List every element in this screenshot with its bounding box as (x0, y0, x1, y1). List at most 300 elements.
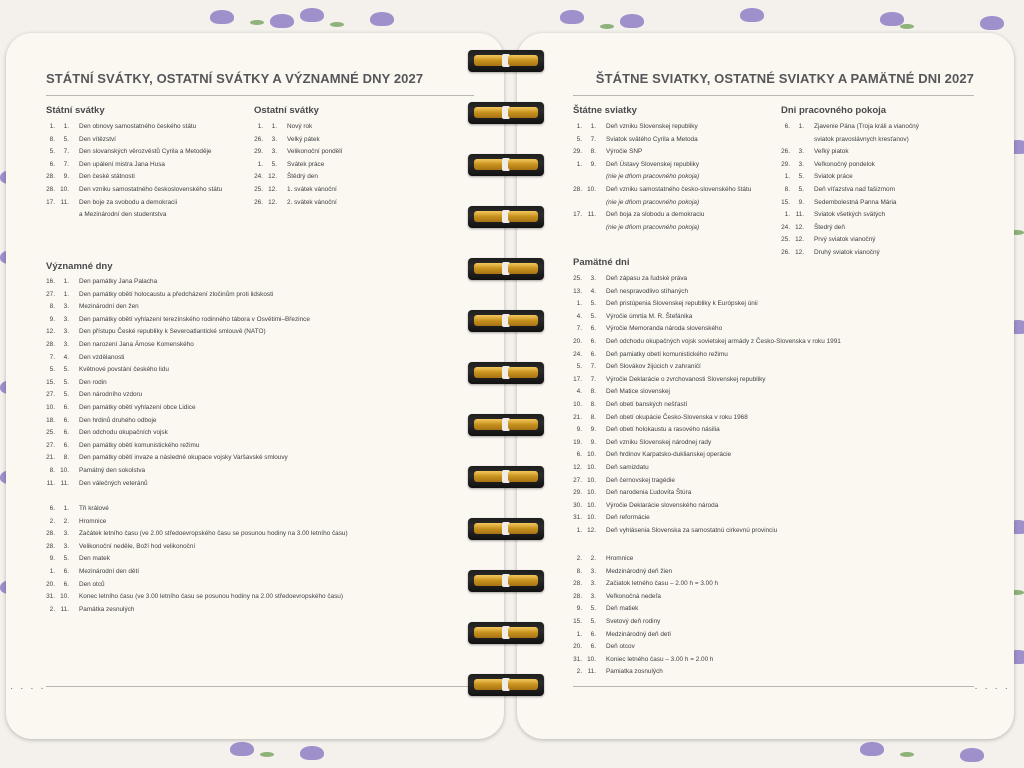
event-name: Hromnice (79, 517, 107, 525)
day: 25. (781, 236, 790, 244)
event-name: Den obnovy samostatného českého státu (79, 123, 197, 130)
event-name: Den matek (79, 555, 110, 563)
month: 1. (63, 505, 69, 512)
day: 17. (46, 198, 55, 206)
month: 10. (587, 501, 596, 509)
state-holidays-list (570, 121, 751, 234)
event-name: Nový rok (287, 123, 313, 130)
day: 17. (573, 375, 582, 383)
list-item (43, 579, 348, 592)
month (790, 134, 804, 147)
list-item (43, 591, 348, 604)
day: 8. (784, 185, 790, 193)
month (55, 209, 69, 222)
month: 5. (590, 312, 596, 320)
event-name: Sviatok všetkých svätých (814, 211, 886, 219)
event-name: 2. svátek vánoční (287, 198, 337, 206)
month: 10. (587, 463, 596, 471)
day: 18. (46, 416, 55, 424)
flower-decoration (620, 14, 644, 28)
month: 12. (268, 198, 277, 206)
event-name: Den národního vzdoru (79, 391, 143, 399)
event-name: Začátek letního času (ve 2.00 středoevropského času se posunou hodiny na 3.00 letního času) (79, 530, 348, 538)
day: 27. (573, 476, 582, 484)
day: 21. (46, 454, 55, 462)
month: 1. (63, 123, 69, 130)
event-name: Den rodin (79, 378, 107, 386)
list-item (43, 121, 222, 134)
event-name: Den slovanských věrozvěstů Cyrila a Metoděje (79, 148, 212, 156)
list-item (570, 641, 718, 654)
month: 12. (795, 236, 804, 244)
day: 29. (573, 148, 582, 156)
spiral-ring (468, 518, 544, 540)
day: 1. (784, 211, 790, 219)
event-name: Velký pátek (287, 135, 320, 143)
list-item (570, 629, 718, 642)
day: 4. (576, 312, 582, 320)
day: 15. (573, 617, 582, 625)
flower-decoration (270, 14, 294, 28)
spiral-ring (468, 102, 544, 124)
event-name: Velikonoční pondělí (287, 148, 343, 156)
event-name: Deň reformácie (606, 514, 650, 522)
month: 6. (63, 429, 69, 437)
month: 2. (590, 555, 596, 562)
list-item (43, 134, 222, 147)
day (778, 134, 790, 147)
month: 12. (587, 526, 596, 534)
spiral-ring (468, 414, 544, 436)
list-item (570, 462, 841, 475)
list-item (570, 553, 718, 566)
flower-decoration (740, 8, 764, 22)
list-item (778, 159, 919, 172)
event-name: Hromnice (606, 555, 634, 562)
flower-decoration (230, 742, 254, 756)
day: 9. (49, 315, 55, 323)
section-title-state-holidays: Štátne sviatky (573, 105, 637, 116)
event-name: Deň zápasu za ľudské práva (606, 275, 688, 282)
event-name: Sviatok svätého Cyrila a Metoda (606, 135, 698, 143)
day: 28. (573, 580, 582, 588)
day: 9. (49, 555, 55, 563)
decorative-dots: · · · · (10, 683, 46, 694)
spiral-ring (468, 310, 544, 332)
other-holidays-list (251, 121, 342, 209)
other-days-list (570, 553, 718, 679)
flower-decoration (980, 16, 1004, 30)
event-name: Veľkonočný pondelok (814, 160, 875, 168)
list-item (570, 298, 841, 311)
event-name: Den památky obětí invaze a následné okupace vojsky Varšavské smlouvy (79, 454, 288, 462)
event-name: Deň narodenia Ľudovíta Štúra (606, 489, 692, 497)
flower-decoration (370, 12, 394, 26)
list-item (251, 159, 342, 172)
day: 26. (254, 135, 263, 143)
month: 8. (590, 388, 596, 396)
right-page (517, 33, 1014, 739)
event-name: Deň Ústavy Slovenskej republiky (606, 160, 700, 168)
list-item (570, 424, 841, 437)
month: 1. (63, 290, 69, 298)
list-item (778, 222, 919, 235)
list-item (570, 500, 841, 513)
event-name: Konec letního času (ve 3.00 letního času se posunou hodiny na 2.00 středoevropského času) (79, 593, 343, 601)
flower-decoration (880, 12, 904, 26)
month: 6. (590, 630, 596, 638)
day: 29. (254, 148, 263, 156)
event-name: Deň Matice slovenskej (606, 388, 670, 396)
list-item (43, 503, 348, 516)
event-name: Deň obetí holokaustu a rasového násilia (606, 426, 720, 434)
event-name: Deň vzniku Slovenskej republiky (606, 123, 698, 130)
month: 1. (798, 123, 804, 130)
event-name: Deň obetí okupácie Česko-Slovenska v roku 1968 (606, 413, 748, 421)
event-name: Deň pamiatky obetí komunistického režimu (606, 350, 728, 358)
month: 10. (587, 451, 596, 459)
event-name: Deň otcov (606, 643, 635, 651)
list-item (570, 487, 841, 500)
event-name: Výročie úmrtia M. R. Štefánika (606, 312, 693, 320)
significant-days-list (43, 276, 310, 490)
month: 7. (63, 148, 69, 156)
event-name: Deň boja za slobodu a demokraciu (606, 211, 705, 219)
event-name: Deň vzniku samostatného česko-slovenského štátu (606, 185, 752, 193)
list-item (43, 197, 222, 210)
month: 6. (63, 416, 69, 424)
title-rule (46, 95, 474, 96)
event-name: a Mezinárodní den studentstva (79, 211, 167, 219)
event-name: Výročie SNP (606, 148, 643, 156)
state-holidays-list (43, 121, 222, 222)
day: 16. (46, 278, 55, 285)
day: 24. (781, 223, 790, 231)
event-name: Zjavenie Pána (Troja králi a vianočný (814, 123, 919, 130)
event-name: Deň víťazstva nad fašizmom (814, 185, 895, 193)
day: 9. (576, 426, 582, 434)
list-item (570, 361, 841, 374)
list-item (570, 171, 751, 184)
event-name: Deň hrdinov Karpatsko-duklianskej operácie (606, 451, 732, 459)
list-item (43, 465, 310, 478)
leaf-decoration (900, 24, 914, 29)
day: 2. (49, 517, 55, 525)
list-item (570, 437, 841, 450)
day: 20. (46, 580, 55, 588)
event-name: Den památky obětí vyhlazení obce Lidice (79, 403, 196, 411)
event-name: Koniec letného času – 3.00 h = 2.00 h (606, 655, 714, 663)
event-name: Den vzniku samostatného československého státu (79, 185, 223, 193)
list-item (251, 171, 342, 184)
list-item (43, 301, 310, 314)
section-title-other-holidays: Ostatní svátky (254, 105, 319, 116)
spiral-binding (468, 50, 556, 710)
leaf-decoration (260, 752, 274, 757)
section-title-rest-days: Dni pracovného pokoja (781, 105, 887, 116)
day: 28. (46, 530, 55, 538)
event-name: Svátek práce (287, 160, 325, 168)
day: 24. (254, 173, 263, 181)
list-item (778, 209, 919, 222)
month: 3. (271, 135, 277, 143)
event-name: Den narození Jana Ámose Komenského (79, 340, 194, 348)
month: 7. (590, 135, 596, 143)
month: 3. (63, 340, 69, 348)
event-name: Výročie Deklarácie slovenského národa (606, 501, 719, 509)
day: 26. (781, 148, 790, 156)
list-item (570, 311, 841, 324)
month: 10. (60, 466, 69, 474)
day: 5. (49, 148, 55, 156)
event-name: Deň samizdatu (606, 463, 649, 471)
day: 1. (576, 123, 582, 130)
month: 3. (590, 580, 596, 588)
day: 7. (576, 325, 582, 333)
list-item (251, 184, 342, 197)
list-item (43, 604, 348, 617)
day: 20. (573, 337, 582, 345)
list-item (778, 171, 919, 184)
event-name: Deň nespravodlivo stíhaných (606, 287, 689, 295)
event-name: Den boje za svobodu a demokracii (79, 198, 178, 206)
memorial-days-list (570, 273, 841, 537)
month: 6. (590, 337, 596, 345)
leaf-decoration (250, 20, 264, 25)
month (582, 171, 596, 184)
list-item (778, 234, 919, 247)
spiral-ring (468, 258, 544, 280)
list-item (570, 578, 718, 591)
flower-decoration (300, 746, 324, 760)
month: 3. (63, 328, 69, 336)
month: 1. (271, 123, 277, 130)
list-item (43, 440, 310, 453)
month: 3. (63, 315, 69, 323)
day: 27. (46, 290, 55, 298)
list-item (570, 512, 841, 525)
event-name: Den památky obětí vyhlazení terezínského rodinného tábora v Osvětimi–Březince (79, 315, 310, 323)
spiral-ring (468, 362, 544, 384)
month: 6. (590, 350, 596, 358)
month: 11. (587, 211, 596, 219)
month: 12. (268, 185, 277, 193)
month: 11. (60, 198, 69, 206)
month: 6. (63, 441, 69, 449)
list-item (570, 286, 841, 299)
month: 6. (590, 643, 596, 651)
event-name: Deň matiek (606, 605, 639, 613)
month: 10. (60, 185, 69, 193)
month: 6. (63, 580, 69, 588)
day: 1. (257, 123, 263, 130)
event-name: Květnové povstání českého lidu (79, 366, 169, 374)
day: 28. (46, 173, 55, 181)
month: 3. (271, 148, 277, 156)
day: 1. (576, 160, 582, 168)
month: 5. (798, 185, 804, 193)
list-item (43, 566, 348, 579)
list-item (43, 159, 222, 172)
event-name: Sviatok práce (814, 173, 853, 181)
list-item (43, 427, 310, 440)
list-item (570, 386, 841, 399)
section-title-significant-days: Významné dny (46, 261, 113, 272)
list-item (43, 415, 310, 428)
day: 5. (49, 366, 55, 374)
flower-decoration (560, 10, 584, 24)
event-name: Mezinárodní den dětí (79, 567, 140, 575)
list-item (570, 349, 841, 362)
day: 31. (46, 593, 55, 601)
left-page (6, 33, 504, 739)
day: 24. (573, 350, 582, 358)
day: 1. (576, 526, 582, 534)
list-item (570, 146, 751, 159)
month: 6. (590, 325, 596, 333)
month: 11. (60, 605, 69, 613)
event-name: Medzinárodný deň detí (606, 630, 672, 638)
day: 12. (46, 328, 55, 336)
event-name: Velikonoční neděle, Boží hod velikonoční (79, 542, 196, 550)
month: 3. (798, 160, 804, 168)
event-name: Svetový deň rodiny (606, 617, 661, 625)
day: 25. (573, 275, 582, 282)
list-item (570, 159, 751, 172)
day: 28. (573, 592, 582, 600)
list-item (43, 339, 310, 352)
list-item (43, 377, 310, 390)
day: 10. (573, 400, 582, 408)
month: 1. (63, 278, 69, 285)
list-item (570, 591, 718, 604)
list-item (570, 475, 841, 488)
day (570, 197, 582, 210)
footer-rule (573, 686, 974, 687)
list-item (43, 289, 310, 302)
day: 5. (576, 135, 582, 143)
leaf-decoration (900, 752, 914, 757)
list-item (251, 146, 342, 159)
event-name: Štedrý deň (814, 223, 845, 231)
event-name: Veľkonočná nedeľa (606, 592, 661, 600)
day: 7. (49, 353, 55, 361)
month: 3. (590, 275, 596, 282)
title-rule (573, 95, 974, 96)
day: 21. (573, 413, 582, 421)
month: 5. (271, 160, 277, 168)
event-name: 1. svátek vánoční (287, 185, 337, 193)
day (43, 209, 55, 222)
list-item (570, 399, 841, 412)
event-name: Den upálení mistra Jana Husa (79, 160, 165, 168)
spiral-ring (468, 206, 544, 228)
event-name: Památka zesnulých (79, 605, 135, 613)
list-item (43, 389, 310, 402)
list-item (43, 553, 348, 566)
event-name: Památný den sokolstva (79, 466, 146, 474)
day (570, 222, 582, 235)
event-name: Štědrý den (287, 173, 318, 181)
list-item (570, 197, 751, 210)
day: 28. (46, 340, 55, 348)
month: 10. (587, 476, 596, 484)
day: 27. (46, 441, 55, 449)
event-name: Den válečných veteránů (79, 479, 148, 487)
day: 25. (254, 185, 263, 193)
spiral-ring (468, 622, 544, 644)
event-name: Den otců (79, 580, 105, 588)
month: 7. (590, 375, 596, 383)
flower-decoration (210, 10, 234, 24)
event-name: Druhý sviatok vianočný (814, 248, 880, 256)
month: 9. (63, 173, 69, 181)
month: 12. (795, 223, 804, 231)
event-name: Deň Slovákov žijúcich v zahraničí (606, 363, 701, 371)
day: 9. (576, 605, 582, 613)
month: 9. (590, 438, 596, 446)
flower-decoration (960, 748, 984, 762)
list-item (570, 654, 718, 667)
event-name: Pamiatka zosnulých (606, 668, 663, 676)
month: 3. (590, 592, 596, 600)
event-name: Den památky obětí holocaustu a předcházení zločinům proti lidskosti (79, 290, 274, 298)
day: 15. (781, 198, 790, 206)
day: 6. (576, 451, 582, 459)
event-name: Den památky obětí komunistického režimu (79, 441, 200, 449)
list-item (570, 209, 751, 222)
day: 13. (573, 287, 582, 295)
month: 5. (590, 605, 596, 613)
day: 4. (576, 388, 582, 396)
list-item (570, 374, 841, 387)
event-name: Začiatok letného času – 2.00 h = 3.00 h (606, 580, 719, 588)
event-name: Den vzdělanosti (79, 353, 125, 361)
section-title-state-holidays: Státní svátky (46, 105, 105, 116)
month: 9. (590, 426, 596, 434)
day: 28. (46, 542, 55, 550)
event-name: Deň vyhlásenia Slovenska za samostatnú cirkevnú provinciu (606, 526, 778, 534)
list-item (570, 603, 718, 616)
leaf-decoration (330, 22, 344, 27)
day: 2. (49, 605, 55, 613)
month: 5. (590, 617, 596, 625)
day: 28. (573, 185, 582, 193)
event-name: Medzinárodný deň žien (606, 567, 673, 575)
month: 10. (587, 185, 596, 193)
event-name: Deň vzniku Slovenskej národnej rady (606, 438, 712, 446)
list-item (778, 184, 919, 197)
event-name: Výročie Deklarácie o zvrchovanosti Slovenskej republiky (606, 375, 766, 383)
list-item (570, 184, 751, 197)
event-name: Prvý sviatok vianočný (814, 236, 876, 244)
list-item (43, 276, 310, 289)
day: 29. (781, 160, 790, 168)
day: 19. (573, 438, 582, 446)
day: 1. (49, 567, 55, 575)
event-name: Sedembolestná Panna Mária (814, 198, 897, 206)
other-days-list (43, 503, 348, 616)
event-name: Deň černovskej tragédie (606, 476, 675, 484)
day: 29. (573, 489, 582, 497)
list-item (43, 528, 348, 541)
list-item (570, 134, 751, 147)
month: 5. (63, 378, 69, 386)
day: 26. (254, 198, 263, 206)
day: 31. (573, 655, 582, 663)
month: 3. (798, 148, 804, 156)
day: 8. (49, 303, 55, 311)
